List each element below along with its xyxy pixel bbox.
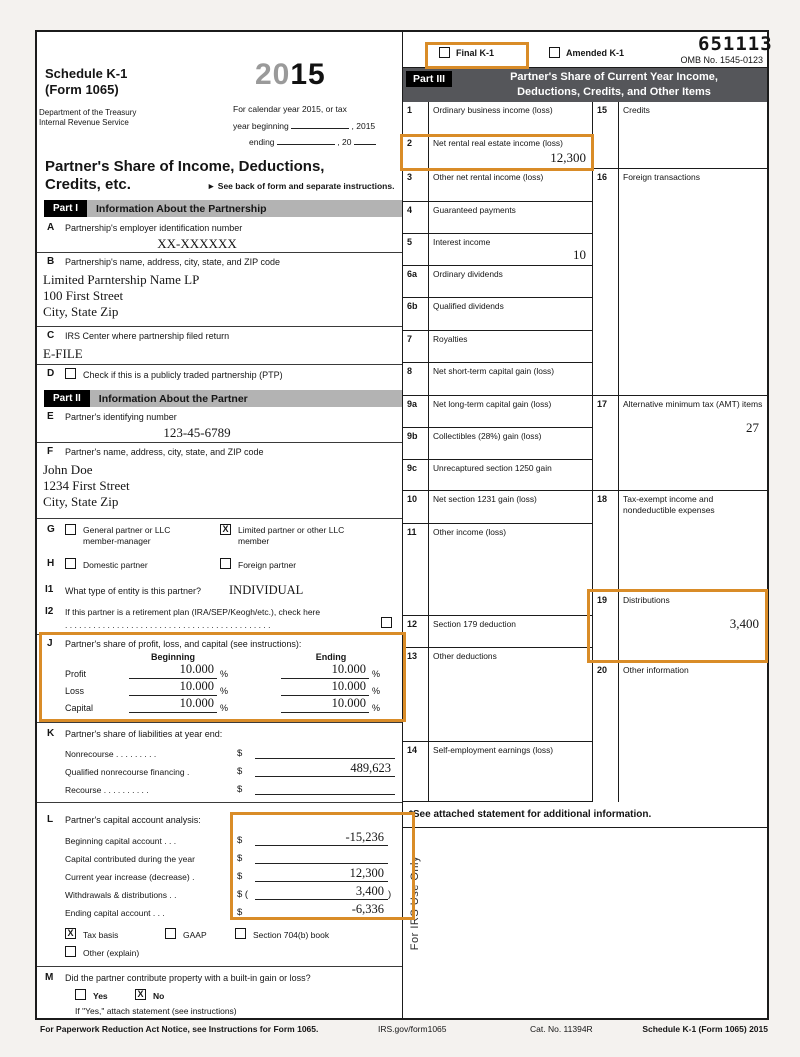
- box-number: 6b: [403, 298, 429, 330]
- profit-beginning-value: 10.000: [179, 662, 214, 676]
- box-value: [593, 676, 767, 686]
- dollar-sign: $: [237, 907, 243, 918]
- percent-sign: %: [220, 703, 229, 713]
- capital-contributed-row: [65, 849, 395, 864]
- no-label: No: [153, 991, 165, 1001]
- part1-tab: Part I: [44, 200, 87, 217]
- check-mark: X: [137, 989, 144, 999]
- box-label: Guaranteed payments: [433, 205, 516, 215]
- dot-leader: . . . . . . . . .: [116, 749, 157, 759]
- beginning-date-blank: [291, 120, 349, 129]
- box-number: 7: [403, 331, 429, 362]
- calendar-year-line: For calendar year 2015, or tax: [233, 104, 347, 114]
- loss-beginning-value: 10.000: [179, 679, 214, 693]
- treasury-lines: [39, 108, 136, 128]
- final-k1-checkbox: [439, 47, 450, 58]
- percent-sign: %: [220, 669, 229, 679]
- dollar-sign: $: [237, 766, 243, 777]
- part3-box-10: [403, 491, 592, 524]
- capital-analysis-label: Partner's capital account analysis:: [65, 815, 201, 825]
- builtin-gain-question: Did the partner contribute property with a built-in gain or loss?: [65, 973, 311, 983]
- box-number: 19: [593, 592, 619, 661]
- current-year-increase-label: Current year increase (decrease) .: [65, 872, 195, 882]
- part3-box-17: [593, 396, 767, 491]
- box-label: Ordinary dividends: [433, 269, 503, 279]
- form-1065-label: (Form 1065): [45, 82, 119, 97]
- part3-box-15: [593, 102, 767, 169]
- dept-treasury: Department of the Treasury: [39, 108, 137, 117]
- close-paren: ): [388, 889, 392, 900]
- year-beginning-label: year beginning: [233, 121, 289, 131]
- part3-rows: [403, 102, 768, 802]
- part3-box-12: [403, 616, 592, 648]
- qualified-nonrecourse-label: Qualified nonrecourse financing .: [65, 767, 190, 777]
- other-explain-label: Other (explain): [83, 948, 140, 958]
- part3-box-7: [403, 331, 592, 363]
- box-value: [593, 183, 767, 193]
- entity-type-value: INDIVIDUAL: [229, 583, 304, 597]
- beginning-capital-row: [65, 831, 395, 846]
- box-number: 3: [403, 169, 429, 201]
- check-mark: X: [222, 524, 229, 534]
- catalog-number: Cat. No. 11394R: [530, 1024, 593, 1034]
- partner-street: 1234 First Street: [43, 478, 130, 493]
- top-checkbox-strip: [403, 32, 773, 68]
- box-number: 13: [403, 648, 429, 741]
- section-704b-checkbox: [235, 928, 246, 939]
- domestic-partner-checkbox: [65, 558, 76, 569]
- part3-box-5: [403, 234, 592, 266]
- dollar-sign: $: [237, 784, 243, 795]
- part3-box-8: [403, 363, 592, 396]
- item-l-letter: L: [47, 814, 54, 825]
- general-partner-label1: General partner or LLC: [83, 525, 171, 535]
- tax-basis-checkbox: [65, 928, 76, 939]
- ending-line: [249, 136, 376, 148]
- year-beginning-suffix: , 2015: [351, 121, 376, 131]
- gaap-checkbox: [165, 928, 176, 939]
- dot-leader: . . . . . . . . . .: [103, 785, 149, 795]
- other-explain-checkbox: [65, 946, 76, 957]
- partner-city: City, State Zip: [43, 494, 119, 509]
- part3-box-2: [403, 135, 592, 169]
- part3-left-column: [403, 102, 593, 802]
- ending-date-blank: [277, 136, 335, 145]
- ending-capital-field: [255, 902, 388, 918]
- item-h-letter: H: [47, 558, 55, 569]
- beginning-capital-field: [255, 830, 388, 846]
- gaap-label: GAAP: [183, 930, 207, 940]
- withdrawals-field: [255, 884, 388, 900]
- item-f-letter: F: [47, 446, 54, 457]
- irs-line: Internal Revenue Service: [39, 118, 129, 127]
- part1-title: Information About the Partnership: [96, 202, 267, 215]
- item-k-letter: K: [47, 728, 55, 739]
- part3-box-13: [403, 648, 592, 742]
- see-back-note: ► See back of form and separate instructions.: [207, 181, 395, 191]
- box-number: 5: [403, 234, 429, 265]
- amended-k1-checkbox: [549, 47, 560, 58]
- box-number: 9a: [403, 396, 429, 427]
- partner-name: John Doe: [43, 462, 93, 477]
- part3-box-20: [593, 662, 767, 802]
- box-number: 17: [593, 396, 619, 490]
- profit-ending-value: 10.000: [331, 662, 366, 676]
- recourse-label: Recourse . . . . . . . . . .: [65, 785, 149, 795]
- year-prefix: 20: [255, 58, 291, 91]
- right-column: [402, 32, 773, 1018]
- item-a-letter: A: [47, 222, 55, 233]
- box-number: 18: [593, 491, 619, 591]
- box-label: Qualified dividends: [433, 301, 504, 311]
- item-j-letter: J: [47, 638, 53, 649]
- box-label: Unrecaptured section 1250 gain: [433, 463, 552, 473]
- box-value: [593, 116, 767, 126]
- nonrecourse-row: [65, 744, 395, 759]
- capital-contributed-value: [384, 848, 388, 862]
- part3-box-14: [403, 742, 592, 802]
- nonrecourse-label: Nonrecourse . . . . . . . . .: [65, 749, 157, 759]
- ptp-checkbox: [65, 368, 76, 379]
- tax-year: [255, 58, 326, 92]
- part3-box-18: [593, 491, 767, 592]
- section-704b-label: Section 704(b) book: [253, 930, 330, 940]
- box-number: 2: [403, 135, 429, 168]
- qualified-nonrecourse-value: 489,623: [350, 761, 391, 775]
- box-number: 15: [593, 102, 619, 168]
- part3-right-column: [593, 102, 767, 802]
- limited-partner-label1: Limited partner or other LLC: [238, 525, 345, 535]
- capital-label: Capital: [65, 703, 94, 713]
- partnership-city: City, State Zip: [43, 304, 119, 319]
- ending-year-blank: [354, 136, 376, 145]
- box-label: Distributions: [623, 595, 670, 605]
- ein-value: XX-XXXXXX: [157, 236, 237, 251]
- withdrawals-row: [65, 885, 395, 900]
- box-label: Ordinary business income (loss): [433, 105, 553, 115]
- beginning-capital-label: Beginning capital account . . .: [65, 836, 177, 846]
- withdrawals-value: 3,400: [355, 884, 384, 898]
- year-suffix: 15: [290, 58, 326, 91]
- part3-bar: [403, 68, 767, 102]
- box-label: Net rental real estate income (loss): [433, 138, 563, 148]
- yes-checkbox: [75, 989, 86, 1000]
- capital-ending-value: 10.000: [331, 696, 366, 710]
- irs-use-only-box: [403, 828, 767, 1018]
- item-b-letter: B: [47, 256, 55, 267]
- dot-leader: .: [192, 872, 195, 882]
- box-label: Interest income: [433, 237, 491, 247]
- box-label: Section 179 deduction: [433, 619, 516, 629]
- part3-box-6a: [403, 266, 592, 298]
- foreign-partner-checkbox: [220, 558, 231, 569]
- final-k1-label: Final K-1: [456, 48, 495, 58]
- left-column: [37, 32, 402, 1018]
- part3-box-3: [403, 169, 592, 202]
- current-year-increase-value: 12,300: [349, 866, 384, 880]
- box-label: Net long-term capital gain (loss): [433, 399, 552, 409]
- ptp-label: Check if this is a publicly traded partnership (PTP): [83, 370, 283, 380]
- part2-tab: Part II: [44, 390, 90, 407]
- box-label: Tax-exempt income and nondeductible expenses: [623, 494, 715, 515]
- irs-center-value: E-FILE: [43, 346, 83, 361]
- liabilities-label: Partner's share of liabilities at year end:: [65, 729, 223, 739]
- item-e-letter: E: [47, 411, 54, 422]
- box-value: 10: [573, 247, 586, 262]
- dot-leader: . . .: [152, 908, 165, 918]
- current-year-increase-row: [65, 867, 395, 882]
- item-g-letter: G: [47, 524, 55, 535]
- item-c-letter: C: [47, 330, 55, 341]
- paperwork-notice: For Paperwork Reduction Act Notice, see Instructions for Form 1065.: [40, 1024, 319, 1034]
- foreign-partner-label: Foreign partner: [238, 560, 297, 570]
- dot-leader: . . .: [164, 836, 177, 846]
- withdrawals-label: Withdrawals & distributions . .: [65, 890, 177, 900]
- ending-label: ending: [249, 137, 275, 147]
- item-e-label: Partner's identifying number: [65, 412, 177, 422]
- irs-url: IRS.gov/form1065: [378, 1024, 447, 1034]
- box-number: 8: [403, 363, 429, 395]
- box-label: Self-employment earnings (loss): [433, 745, 554, 755]
- amended-k1-label: Amended K-1: [566, 48, 625, 58]
- nonrecourse-field: [255, 743, 395, 759]
- ending-suffix: , 20: [337, 137, 352, 147]
- box-value: 27: [746, 419, 759, 435]
- part3-box-11: [403, 524, 592, 616]
- partnership-name: Limited Parntership Name LP: [43, 272, 200, 287]
- retirement-plan-checkbox: [381, 617, 392, 628]
- recourse-row: [65, 780, 395, 795]
- box-label: Other information: [623, 665, 689, 675]
- box-number: 11: [403, 524, 429, 615]
- box-number: 16: [593, 169, 619, 395]
- domestic-partner-label: Domestic partner: [83, 560, 148, 570]
- attach-statement-note: If "Yes," attach statement (see instructions): [75, 1006, 237, 1016]
- box-label: Other net rental income (loss): [433, 172, 544, 182]
- footer-schedule-label: Schedule K-1 (Form 1065) 2015: [642, 1024, 768, 1034]
- capital-contributed-field: [255, 848, 388, 864]
- box-label: Alternative minimum tax (AMT) items: [623, 399, 763, 409]
- item-i2-letter: I2: [45, 606, 54, 617]
- box-number: 4: [403, 202, 429, 233]
- box-number: 9b: [403, 428, 429, 459]
- dollar-sign: $: [237, 835, 243, 846]
- box-number: 1: [403, 102, 429, 134]
- part3-title: [465, 70, 763, 100]
- part1-bar: [44, 200, 402, 217]
- ending-header: Ending: [315, 652, 347, 662]
- box-label: Foreign transactions: [623, 172, 701, 182]
- dollar-sign: $: [237, 853, 243, 864]
- qualified-nonrecourse-row: [65, 762, 395, 777]
- item-d-letter: D: [47, 368, 55, 379]
- percent-sign: %: [372, 703, 381, 713]
- dot-leader: .: [186, 767, 190, 777]
- see-attached-note: *See attached statement for additional information.: [403, 802, 767, 828]
- part3-box-19: [593, 592, 767, 662]
- part3-box-4: [403, 202, 592, 234]
- box-label: Collectibles (28%) gain (loss): [433, 431, 542, 441]
- box-label: Royalties: [433, 334, 468, 344]
- irs-use-only-label: For IRS Use Only: [409, 856, 421, 951]
- retirement-plan-label: If this partner is a retirement plan (IRA/SEP/Keogh/etc.), check here: [65, 607, 321, 617]
- profit-label: Profit: [65, 669, 87, 679]
- part3-box-6b: [403, 298, 592, 331]
- year-beginning-line: [233, 120, 375, 132]
- capital-row: [65, 698, 397, 713]
- item-b-label: Partnership's name, address, city, state, and ZIP code: [65, 257, 280, 267]
- nonrecourse-value: [391, 743, 395, 757]
- check-mark: X: [67, 928, 74, 938]
- profit-share-label: Partner's share of profit, loss, and capital (see instructions):: [65, 639, 302, 649]
- capital-contributed-label: Capital contributed during the year: [65, 854, 195, 864]
- capital-beginning-value: 10.000: [179, 696, 214, 710]
- tax-basis-label: Tax basis: [83, 930, 119, 940]
- qualified-nonrecourse-field: [255, 761, 395, 777]
- loss-ending-value: 10.000: [331, 679, 366, 693]
- part2-title: Information About the Partner: [98, 392, 248, 405]
- box-label: Net short-term capital gain (loss): [433, 366, 555, 376]
- box-value: 12,300: [550, 150, 586, 165]
- box-value: 3,400: [729, 615, 759, 631]
- part2-bar: [44, 390, 402, 407]
- limited-partner-label2: member: [238, 536, 270, 546]
- recourse-value: [391, 779, 395, 793]
- yes-label: Yes: [93, 991, 108, 1001]
- box-number: 20: [593, 662, 619, 802]
- percent-sign: %: [372, 669, 381, 679]
- partnership-street: 100 First Street: [43, 288, 124, 303]
- ending-capital-label: Ending capital account . . .: [65, 908, 165, 918]
- percent-sign: %: [220, 686, 229, 696]
- dollar-open-paren: $ (: [237, 889, 249, 900]
- part3-box-16: [593, 169, 767, 396]
- item-f-label: Partner's name, address, city, state, and ZIP code: [65, 447, 264, 457]
- form-title-line1: Partner's Share of Income, Deductions,: [45, 158, 325, 175]
- omb-number: OMB No. 1545-0123: [680, 55, 763, 65]
- no-checkbox: [135, 989, 146, 1000]
- box-label: Other deductions: [433, 651, 497, 661]
- dot-leader: . .: [169, 890, 177, 900]
- k1-form: [35, 30, 773, 1020]
- box-value: [593, 515, 767, 525]
- limited-partner-checkbox: [220, 524, 231, 535]
- ending-capital-row: [65, 903, 395, 918]
- box-label: Net section 1231 gain (loss): [433, 494, 537, 504]
- item-c-label: IRS Center where partnership filed return: [65, 331, 230, 341]
- schedule-k1-label: Schedule K-1: [45, 66, 128, 81]
- entity-type-label: What type of entity is this partner?: [65, 586, 202, 596]
- part3-box-9a: [403, 396, 592, 428]
- box-number: 12: [403, 616, 429, 647]
- box-label: Other income (loss): [433, 527, 507, 537]
- dollar-sign: $: [237, 748, 243, 759]
- ending-capital-value: -6,336: [351, 902, 384, 916]
- part3-box-1: [403, 102, 592, 135]
- form-code: 651113: [698, 33, 773, 55]
- dot-leader: . . . . . . . . . . . . . . . . . . . . . . . . . . . . . . . . . . . . . . . . . . . .: [65, 620, 271, 630]
- box-number: 14: [403, 742, 429, 801]
- box-number: 9c: [403, 460, 429, 490]
- item-i1-letter: I1: [45, 584, 54, 595]
- part3-title-line2: Deductions, Credits, and Other Items: [517, 86, 711, 98]
- part3-box-9c: [403, 460, 592, 491]
- box-number: 10: [403, 491, 429, 523]
- beginning-header: Beginning: [151, 652, 195, 662]
- box-number: 6a: [403, 266, 429, 297]
- beginning-capital-value: -15,236: [345, 830, 384, 844]
- current-year-increase-field: [255, 866, 388, 882]
- recourse-field: [255, 779, 395, 795]
- capital-ending-field: [281, 694, 369, 713]
- form-title-line2: Credits, etc.: [45, 176, 131, 193]
- part3-title-line1: Partner's Share of Current Year Income,: [510, 71, 718, 83]
- dollar-sign: $: [237, 871, 243, 882]
- item-a-label: Partnership's employer identification number: [65, 223, 243, 233]
- capital-beginning-field: [129, 694, 217, 713]
- general-partner-checkbox: [65, 524, 76, 535]
- general-partner-label2: member-manager: [83, 536, 151, 546]
- part3-box-9b: [403, 428, 592, 460]
- part3-tab: Part III: [406, 71, 452, 87]
- loss-label: Loss: [65, 686, 85, 696]
- percent-sign: %: [372, 686, 381, 696]
- item-m-letter: M: [45, 972, 54, 983]
- box-label: Credits: [623, 105, 650, 115]
- partner-id-value: 123-45-6789: [163, 425, 231, 440]
